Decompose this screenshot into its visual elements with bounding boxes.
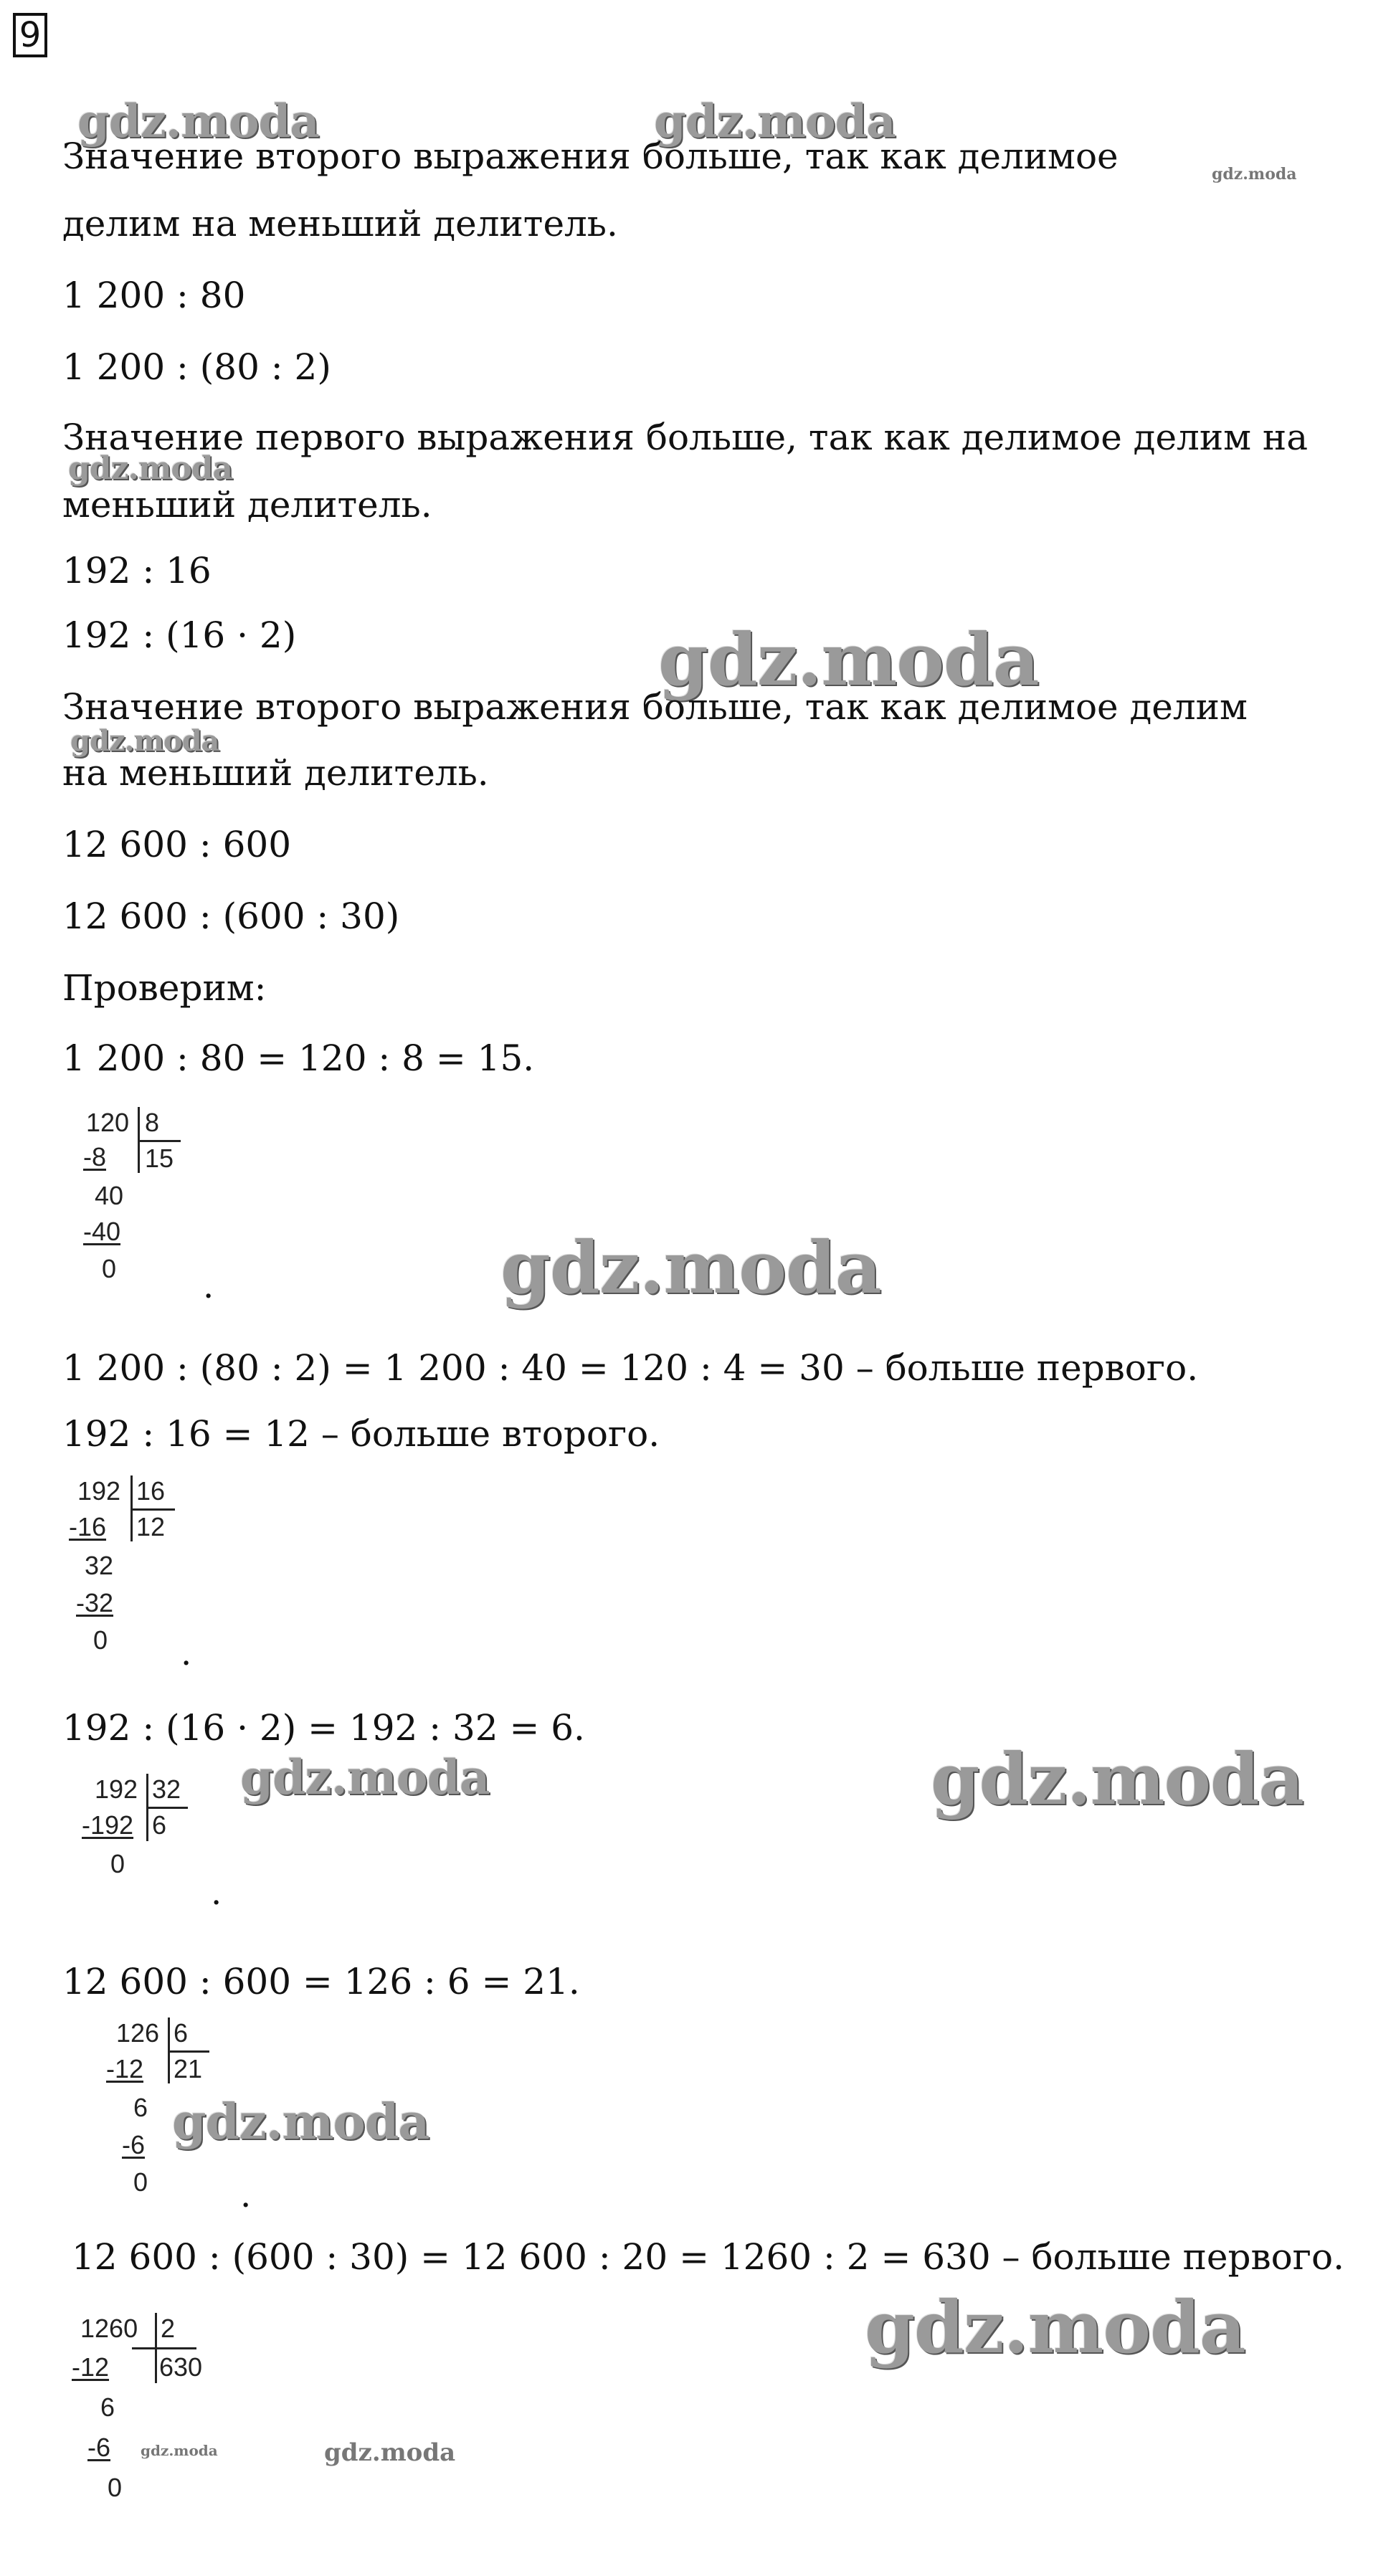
- subtrahend: -12: [72, 2352, 110, 2382]
- text-line: 12 600 : (600 : 30) = 12 600 : 20 = 1260 : 2 = 630 – больше первого.: [72, 2236, 1344, 2278]
- subtrahend: -40: [83, 1217, 121, 1246]
- subtrahend: -6: [122, 2130, 146, 2159]
- quotient: 630: [159, 2352, 203, 2382]
- remainder: 0: [110, 1849, 125, 1878]
- divisor: 16: [136, 1476, 166, 1506]
- remainder: 6: [100, 2392, 115, 2422]
- watermark: gdz.moda: [1212, 165, 1297, 184]
- period: .: [203, 1266, 214, 1306]
- quotient: 21: [174, 2054, 203, 2083]
- watermark: gdz.moda: [77, 95, 319, 148]
- subtrahend: -6: [87, 2433, 111, 2462]
- text-line: меньший делитель.: [62, 484, 432, 526]
- text-line: Значение первого выражения больше, так как делимое делим на: [62, 417, 1309, 458]
- text-line: на меньший делитель.: [62, 752, 489, 794]
- text-line: 1 200 : (80 : 2) = 1 200 : 40 = 120 : 4 = 30 – больше первого.: [62, 1347, 1199, 1389]
- text-line: 192 : (16 · 2): [62, 614, 297, 656]
- watermark: gdz.moda: [654, 95, 896, 148]
- watermark: gdz.moda: [141, 2442, 218, 2459]
- text-line: Проверим:: [62, 967, 267, 1009]
- watermark: gdz.moda: [865, 2285, 1245, 2370]
- watermark: gdz.moda: [68, 450, 233, 487]
- text-line: 192 : 16: [62, 550, 212, 591]
- divisor: 32: [152, 1774, 181, 1804]
- remainder: 32: [85, 1551, 114, 1580]
- text-line: делим на меньший делитель.: [62, 203, 618, 244]
- remainder: 6: [133, 2093, 148, 2122]
- dividend: 1260: [80, 2314, 138, 2343]
- text-line: 1 200 : (80 : 2): [62, 346, 331, 388]
- watermark: gdz.moda: [500, 1225, 881, 1310]
- divisor: 2: [161, 2314, 176, 2343]
- divisor: 8: [145, 1108, 160, 1137]
- dividend: 192: [95, 1774, 138, 1804]
- watermark: gdz.moda: [70, 724, 219, 758]
- text-line: 12 600 : (600 : 30): [62, 895, 400, 937]
- remainder: 0: [102, 1254, 117, 1283]
- subtrahend: -16: [69, 1512, 107, 1541]
- text-line: 1 200 : 80: [62, 275, 246, 316]
- quotient: 12: [136, 1512, 166, 1541]
- subtrahend: -32: [76, 1588, 114, 1617]
- remainder: 0: [108, 2473, 123, 2502]
- watermark: gdz.moda: [658, 617, 1039, 702]
- text-line: Значение второго выражения больше, так как делимое: [62, 136, 1119, 177]
- quotient: 6: [152, 1810, 167, 1840]
- remainder: 40: [95, 1181, 124, 1210]
- period: .: [240, 2175, 252, 2215]
- subtrahend: -12: [106, 2054, 144, 2083]
- text-line: 12 600 : 600 = 126 : 6 = 21.: [62, 1961, 580, 2002]
- task-number-box: 9: [13, 13, 47, 57]
- text-line: 192 : 16 = 12 – больше второго.: [62, 1413, 660, 1455]
- text-line: 192 : (16 · 2) = 192 : 32 = 6.: [62, 1707, 585, 1749]
- watermark: gdz.moda: [240, 1749, 490, 1805]
- watermark: gdz.moda: [931, 1739, 1304, 1821]
- remainder: 0: [93, 1625, 108, 1655]
- remainder: 0: [133, 2167, 148, 2197]
- quotient: 15: [145, 1144, 174, 1173]
- period: .: [211, 1873, 222, 1913]
- text-line: 12 600 : 600: [62, 824, 292, 865]
- divisor: 6: [174, 2018, 189, 2048]
- subtrahend: -192: [82, 1810, 134, 1840]
- text-line: 1 200 : 80 = 120 : 8 = 15.: [62, 1037, 535, 1079]
- watermark: gdz.moda: [172, 2093, 429, 2151]
- period: .: [181, 1633, 192, 1673]
- text-line: Значение второго выражения больше, так как делимое делим: [62, 686, 1248, 728]
- dividend: 126: [116, 2018, 160, 2048]
- dividend: 192: [77, 1476, 121, 1506]
- watermark: gdz.moda: [324, 2438, 456, 2467]
- dividend: 120: [86, 1108, 130, 1137]
- subtrahend: -8: [83, 1142, 107, 1171]
